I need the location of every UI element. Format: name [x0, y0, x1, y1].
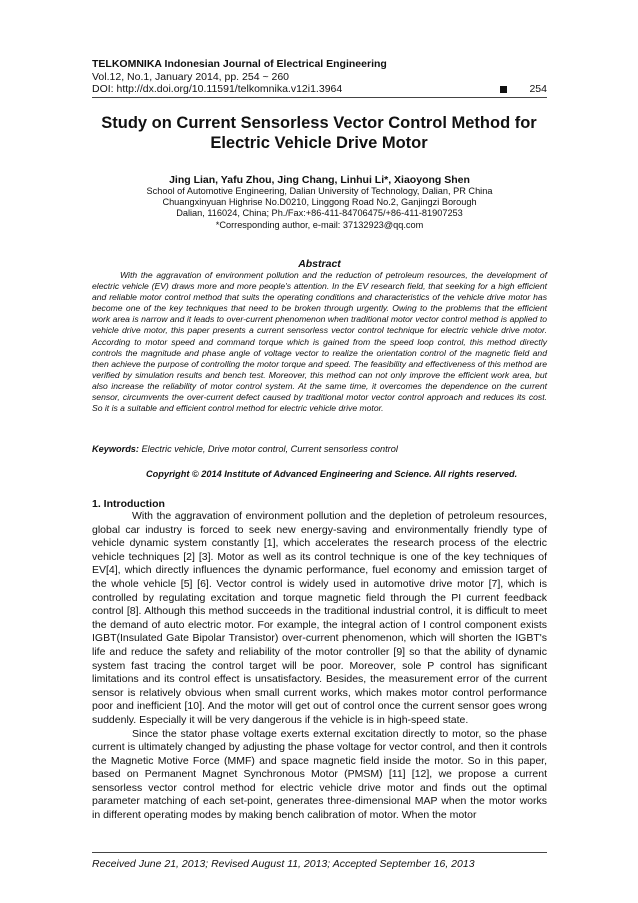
abstract-text: With the aggravation of environment pollution and the reduction of petroleum resources, the development of electric vehicle (EV) draws more and more people's attention. In the EV research field, that seeking for a high efficient and reliable motor control method that suits the operating conditions and characteristics of the vehicle drive motor has become one of the key techniques that need to be broken through urgently. Owing to the problems that the efficient work area is narrow and it leads to over-current phenomenon when traditional motor vector control method is applied to vehicle drive motor, this paper presents a current sensorless vector control technique for electric vehicle drive motor. According to motor speed and command torque which is gained from the speed loop control, this method directly controls the magnitude and phase angle of voltage vector to realize the orientation control of the magnetic field and then achieve the purpose of controlling the motor torque and speed. The feasibility and effectiveness of this method are verified by simulation results and bench test. Moreover, this method can not only improve the efficient work area, but also increase the reliability of motor control system. At the same time, it overcomes the dependence on the current sensor, circumvents the over-current defect caused by traditional motor vector control approach and reduces its cost. So it is a suitable and efficient control method for electric vehicle drive motor. [92, 270, 547, 414]
corresponding-author: *Corresponding author, e-mail: 37132923@qq.com [215, 219, 424, 230]
section-heading: 1. Introduction [92, 498, 165, 510]
header-divider [92, 97, 547, 98]
journal-name: TELKOMNIKA Indonesian Journal of Electrical Engineering [92, 58, 387, 70]
keywords-text: Electric vehicle, Drive motor control, Current sensorless control [141, 444, 398, 454]
paper-title: Study on Current Sensorless Vector Control Method for Electric Vehicle Drive Motor [101, 114, 537, 152]
doi: DOI: http://dx.doi.org/10.11591/telkomnika.v12i1.3964 [92, 83, 343, 95]
author-list: Jing Lian, Yafu Zhou, Jing Chang, Linhui Li*, Xiaoyong Shen [169, 174, 470, 186]
body-paragraph: Since the stator phase voltage exerts external excitation directly to motor, so the phase current is ultimately changed by adjusting the phase voltage for vector control, and then it controls the Magnetic Motive Force (MMF) and space magnetic field inside the motor. So in this paper, based on Permanent Magnet Synchronous Motor (PMSM) [11] [12], we propose a current sensorless vector control method for electric vehicle drive motor and finds out the optimal parameter matching of each set-point, generates three-dimensional MAP when the motor works in different operating modes by making bench calibration of motor. When the motor [92, 727, 547, 822]
volume-info: Vol.12, No.1, January 2014, pp. 254 ~ 260 [92, 70, 290, 83]
abstract-heading: Abstract [298, 258, 341, 270]
affiliation [92, 186, 547, 231]
keywords-label: Keywords: [92, 444, 139, 454]
keywords [92, 444, 547, 454]
journal-header [92, 58, 547, 96]
received-dates: Received June 21, 2013; Revised August 11, 2013; Accepted September 16, 2013 [92, 858, 475, 870]
page-number: 254 [529, 83, 547, 95]
section-body [92, 510, 547, 823]
affiliation-line: Chuangxinyuan Highrise No.D0210, Linggong Road No.2, Ganjingzi Borough [162, 197, 477, 208]
copyright-notice: Copyright © 2014 Institute of Advanced Engineering and Science. All rights reserved. [146, 469, 518, 479]
affiliation-line: School of Automotive Engineering, Dalian University of Technology, Dalian, PR China [146, 186, 493, 196]
footer-divider [92, 852, 547, 853]
square-bullet-icon [500, 86, 507, 93]
affiliation-line: Dalian, 116024, China; Ph./Fax:+86-411-84706475/+86-411-81907253 [176, 208, 463, 219]
body-paragraph: With the aggravation of environment pollution and the depletion of petroleum resources, global car industry is forced to seek new energy-saving and environmentally friendly type of vehicle dynamic system constantly [1], which accelerates the research process of the electric vehicle techniques [2] [3]. Motor as well as its control technique is one of the key techniques of EV[4], which directly influences the dynamic performance, fuel economy and emission target of the whole vehicle [5] [6]. Vector control is widely used in automotive drive motor [7], which is controlled by regulating excitation and torque magnetic field through the PI current feedback control [8]. Although this method succeeds in the traditional industrial control, it is difficult to meet the demand of auto electric motor. For example, the integral action of I control component exists IGBT(Insulated Gate Bipolar Transistor) over-current phenomenon, which will shorten the IGBT's life and reduce the safety and reliability of the motor controller [9] so that the ability of dynamic system fast tracing the control target will be poor. Moreover, sole P control has significant limitations and its control effect is unsatisfactory. Besides, the measurement error of the current sensor is relatively obvious when small current works, which makes motor control performance poor and inefficient [10]. And the motor will get out of control once the current sensor goes wrong suddenly. Especially it will be very dangerous if the vehicle is in high-speed state. [92, 510, 547, 726]
